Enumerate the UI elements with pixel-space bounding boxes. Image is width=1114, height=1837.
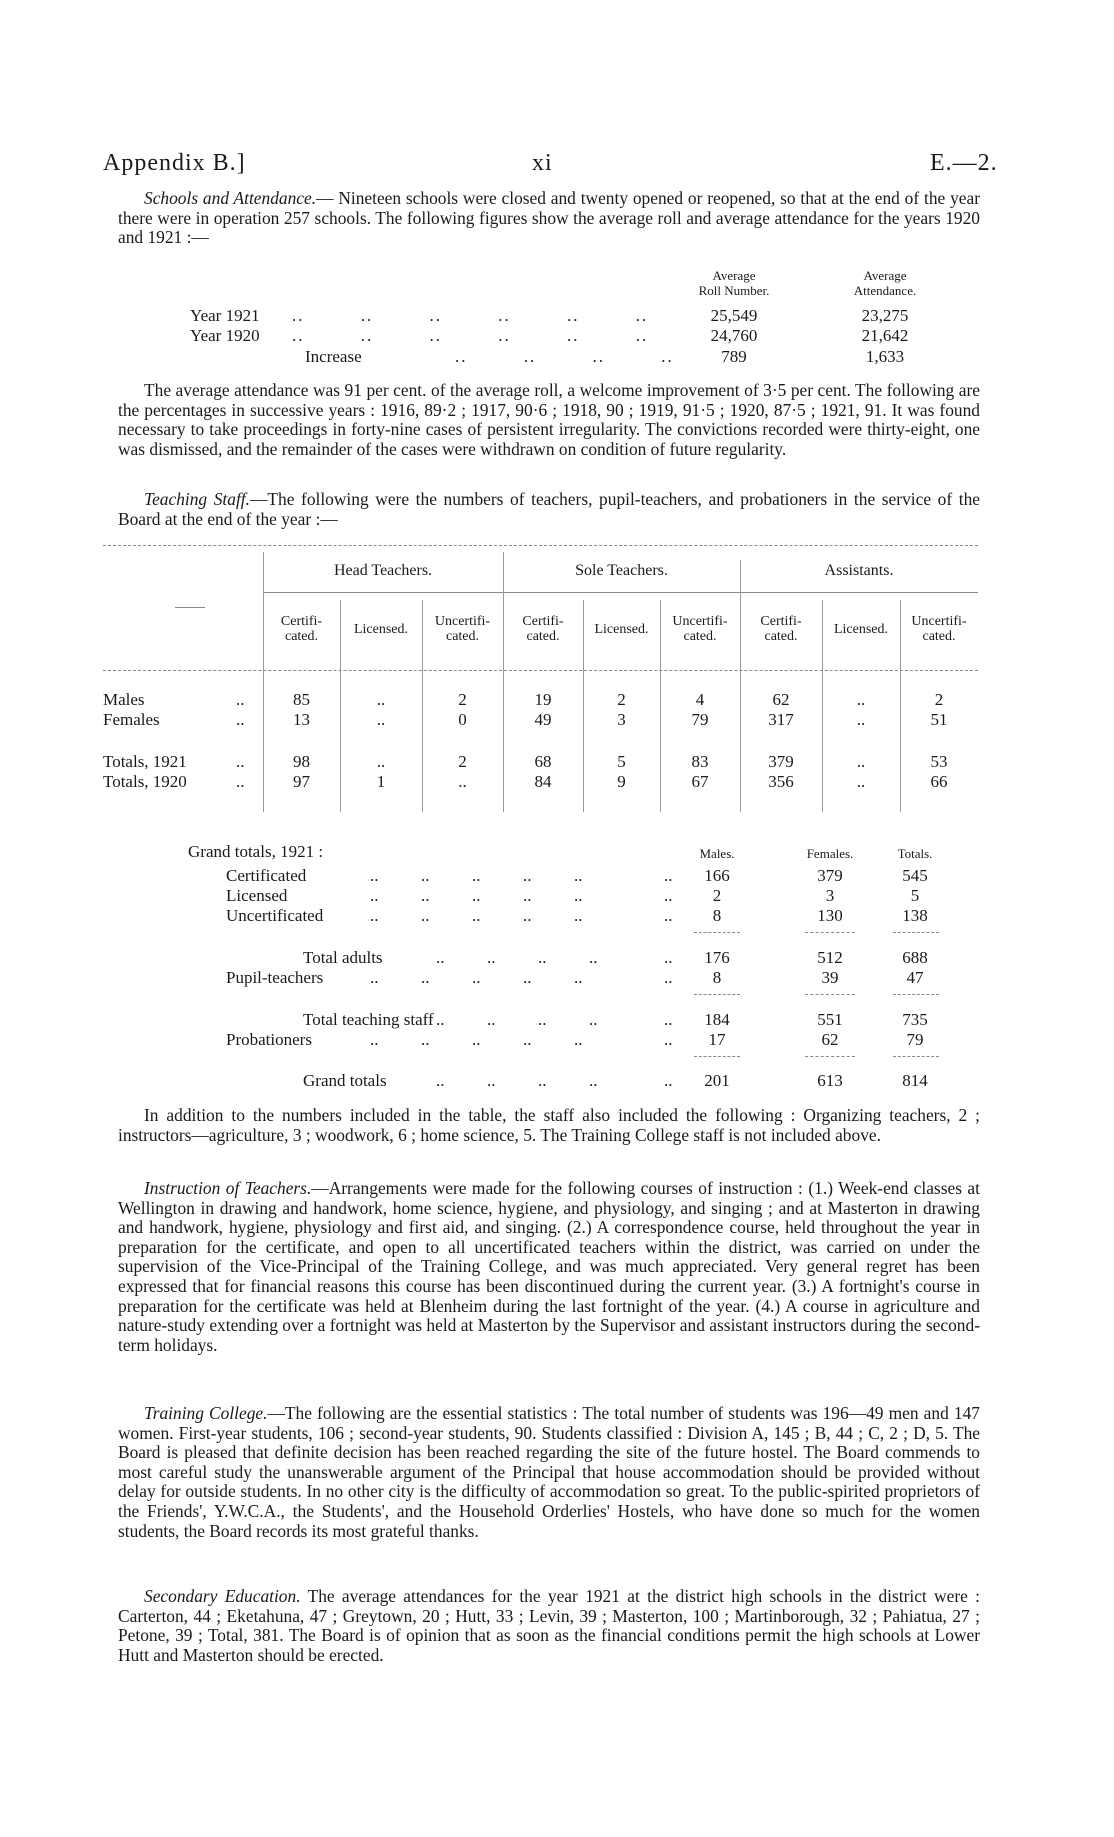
att-row-label: Year 1920 [190, 326, 260, 345]
grand-row-label: Probationers [226, 1030, 312, 1049]
grand-cell-m: 2 [712, 886, 722, 905]
staff-cell: 84 [534, 772, 552, 791]
grand-cell-f: 551 [817, 1010, 843, 1029]
sum-rule [893, 1056, 939, 1057]
subhead-licensed: Licensed. [353, 622, 409, 637]
grand-cell-m: 184 [704, 1010, 730, 1029]
schools-text: Nineteen schools were closed and twenty opened or reopened, so that at the end of the year there were in operation 257 schools. The following figures show the average roll and average attendance for the years 1920 and 1921 :— [118, 188, 980, 248]
subhead-licensed: Licensed. [594, 622, 649, 637]
grand-row-label: Pupil-teachers [226, 968, 324, 987]
staff-cell: 4 [695, 690, 705, 709]
teaching-lead: Teaching Staff. [144, 489, 250, 509]
staff-cell: .. [458, 772, 467, 791]
grand-cell-m: 8 [712, 968, 722, 987]
att-attendance-value: 23,275 [861, 306, 909, 325]
staff-row-label: Totals, 1921 [103, 752, 187, 771]
leader-dots: .. [664, 1071, 673, 1090]
leader-dots: .. [664, 948, 673, 967]
header-bottom-rule [103, 670, 978, 671]
grand-cell-f: 130 [817, 906, 843, 925]
grand-cell-t: 814 [902, 1071, 928, 1090]
instruction-text: —Arrangements were made for the following courses of instruction : (1.) Week-end classes at Wellington in drawing and handwork, home science, hygiene, and physiology, and singing ; and at Masterton in drawing and handwork, hygiene, physiology and first aid, and singing. (2.) A correspondence course, held throughout the year in preparation for the certificate, and open to all uncertificated teachers within the district, was carried on under the supervision of the Vice-Principal of the Training College, and was much appreciated. Very general regret has been expressed that for financial reasons this course has been discontinued during the current year. (3.) A fortnight's course in preparation for the certificate was held at Blenheim during the last fortnight of the year. (4.) A course in agriculture and nature-study extending over a fortnight was held at Masterton by the Supervisor and assistant instructors during the second-term holidays. [118, 1178, 980, 1355]
grand-cell-f: 512 [817, 948, 843, 967]
staff-cell: 9 [617, 772, 626, 791]
table-top-rule [103, 545, 978, 546]
grand-row-label: Total adults [303, 948, 383, 967]
att-attendance-value: 21,642 [861, 326, 909, 345]
leader-dots: .. [664, 886, 673, 905]
staff-cell: 317 [768, 710, 794, 729]
staff-cell: 2 [458, 752, 467, 771]
sum-rule [893, 932, 939, 933]
staff-cell: 49 [534, 710, 552, 729]
sum-rule [805, 1056, 855, 1057]
sum-rule [893, 994, 939, 995]
staff-cell: 85 [293, 690, 310, 709]
leader-dots: .. .. .. .. [455, 347, 674, 366]
staff-cell: 5 [617, 752, 626, 771]
grand-row-label: Certificated [226, 866, 307, 885]
att-roll-value: 25,549 [710, 306, 758, 325]
group-underline [263, 592, 978, 593]
secondary-text: The average attendances for the year 1921 at the district high schools in the district were : Carterton, 44 ; Eketahuna, 47 ; Greytown, 20 ; Hutt, 33 ; Levin, 39 ; Masterton, 100 ; Martinborough, 32 ; Pahiatua, 27 ; Petone, 39 ; Total, 381. The Board is of opinion that as soon as the financial conditions permit the high schools at Lower Hutt and Masterton should be erected. [118, 1586, 980, 1665]
staff-cell: 97 [293, 772, 310, 791]
att-col1-line1: Average [712, 268, 756, 283]
staff-cell: 51 [930, 710, 948, 729]
staff-row-label: Males [103, 690, 145, 709]
staff-cell: .. [856, 690, 866, 709]
grand-cell-m: 8 [712, 906, 722, 925]
staff-cell: 0 [458, 710, 467, 729]
leader-dots: .. .. .. .. .. [370, 866, 583, 885]
leader-dots: .. .. .. .. .. [370, 906, 583, 925]
att-col1-head [684, 268, 784, 298]
staff-cell: .. [376, 690, 386, 709]
group-assistants: Assistants. [824, 562, 894, 579]
staff-cell: 356 [768, 772, 794, 791]
subhead-certificated: Certifi- cated. [760, 614, 802, 644]
staff-cell: 2 [617, 690, 626, 709]
grand-row-label: Licensed [226, 886, 288, 905]
subhead-uncertificated: Uncertifi- cated. [911, 614, 967, 644]
att-col1-line2: Roll Number. [698, 283, 770, 298]
header-left: Appendix B.] [103, 150, 246, 176]
subhead-uncertificated: Uncertifi- cated. [672, 614, 728, 644]
staff-cell: .. [376, 710, 386, 729]
training-lead: Training College. [144, 1403, 268, 1423]
leader-dots: .. .. .. .. .. [370, 968, 583, 987]
att-row-label: Increase [305, 347, 362, 366]
group-head-teachers: Head Teachers. [333, 562, 433, 579]
att-row-label: Year 1921 [190, 306, 260, 325]
grand-row-label: Grand totals [303, 1071, 387, 1090]
staff-cell: .. [376, 752, 386, 771]
staff-cell: .. [856, 752, 866, 771]
leader-dots: .. [664, 906, 673, 925]
leader-dots: .. .. .. .. [436, 1071, 598, 1090]
att-col2-head [830, 268, 940, 298]
staff-cell: .. [856, 772, 866, 791]
leader-dots: .. [664, 968, 673, 987]
leader-dots: .. .. .. .. [436, 1010, 598, 1029]
staff-cell: 62 [772, 690, 790, 709]
subhead-licensed: Licensed. [833, 622, 889, 637]
sum-rule [805, 932, 855, 933]
grand-cell-t: 47 [906, 968, 924, 987]
leader-dots: .. [236, 710, 245, 729]
staff-cell: 53 [930, 752, 948, 771]
grand-cell-t: 735 [902, 1010, 928, 1029]
group-sole-teachers: Sole Teachers. [575, 562, 668, 579]
att-attendance-value: 1,633 [865, 347, 905, 366]
leader-dots: .. [664, 1030, 673, 1049]
addition-text: In addition to the numbers included in the table, the staff also included the following : Organizing teachers, 2 ; instructors—agriculture, 3 ; woodwork, 6 ; home science, 5. The Training College staff is not included above. [118, 1105, 980, 1145]
att-roll-value: 789 [721, 347, 747, 366]
leader-dots: .. .. .. .. .. [370, 1030, 583, 1049]
sum-rule [805, 994, 855, 995]
secondary-lead: Secondary Education. [144, 1586, 301, 1606]
staff-cell: .. [856, 710, 866, 729]
grand-cell-f: 62 [821, 1030, 839, 1049]
grand-head-females: Females. [806, 846, 854, 861]
grand-cell-m: 176 [704, 948, 730, 967]
grand-cell-m: 17 [708, 1030, 726, 1049]
staff-cell: 67 [691, 772, 709, 791]
staff-cell: 19 [534, 690, 552, 709]
staff-row-label: Totals, 1920 [103, 772, 187, 791]
grand-row-label: Total teaching staff [303, 1010, 434, 1029]
grand-cell-t: 545 [902, 866, 928, 885]
schools-paragraph: Schools and Attendance.— Nineteen schools were closed and twenty opened or reopened, so that at the end of the year there were in operation 257 schools. The following figures show the average roll and average attendance for the years 1920 and 1921 :— [118, 188, 980, 248]
leader-dots: .. [236, 772, 245, 791]
staff-cell: 13 [293, 710, 310, 729]
schools-lead: Schools and Attendance. [144, 188, 317, 208]
grand-cell-m: 166 [704, 866, 730, 885]
instruction-paragraph [118, 1179, 980, 1355]
header-page-number: xi [532, 150, 553, 176]
staff-cell: 66 [930, 772, 948, 791]
instruction-lead: Instruction of Teachers. [144, 1178, 312, 1198]
staff-cell: 83 [691, 752, 709, 771]
staff-cell: 3 [617, 710, 626, 729]
att-roll-value: 24,760 [710, 326, 758, 345]
grand-cell-t: 79 [906, 1030, 924, 1049]
grand-totals-title: Grand totals, 1921 : [188, 842, 324, 861]
training-paragraph [118, 1404, 980, 1541]
subhead-certificated: Certifi- cated. [522, 614, 564, 644]
attendance-text: The average attendance was 91 per cent. of the average roll, a welcome improvement of 3·5 per cent. The following are the percentages in successive years : 1916, 89·2 ; 1917, 90·6 ; 1918, 90 ; 1919, 91·5 ; 1920, 87·5 ; 1921, 91. It was found necessary to take proceedings in forty-nine cases of persistent irregularity. The convictions recorded were thirty-eight, one was dismissed, and the remainder of the cases were withdrawn on condition of future regularity. [118, 380, 980, 459]
grand-cell-f: 379 [817, 866, 843, 885]
header-right: E.—2. [930, 150, 998, 176]
staff-cell: 68 [534, 752, 552, 771]
sum-rule [694, 932, 740, 933]
grand-cell-t: 5 [910, 886, 920, 905]
training-text: —The following are the essential statistics : The total number of students was 196—49 men and 147 women. First-year students, 106 ; second-year students, 90. Students classified : Division A, 145 ; B, 44 ; C, 2 ; D, 5. The Board is pleased that definite decision has been reached regarding the site of the future hostel. The Board commends to most careful study the unanswerable argument of the Principal that house accommodation should be provided without delay for outside students. In no other city is the difficulty of accommodation so great. To the public-spirited proprietors of the Friends', Y.W.C.A., the Students', and the Household Orderlies' Hostels, who have done so much for the women students, the Board records its most grateful thanks. [118, 1403, 980, 1541]
grand-cell-m: 201 [704, 1071, 730, 1090]
subhead-certificated: Certifi- cated. [280, 614, 323, 644]
leader-dots: .. .. .. .. .. .. [292, 326, 649, 345]
sum-rule [694, 1056, 740, 1057]
teaching-paragraph [118, 490, 980, 529]
attendance-paragraph [118, 381, 980, 459]
grand-head-males: Males. [699, 846, 735, 861]
att-col2-line1: Average [863, 268, 907, 283]
addition-paragraph [118, 1106, 980, 1145]
leader-dots: .. [664, 866, 673, 885]
staff-cell: 379 [768, 752, 794, 771]
leader-dots: .. .. .. .. .. .. [292, 306, 649, 325]
teaching-text: —The following were the numbers of teachers, pupil-teachers, and probationers in the service of the Board at the end of the year :— [118, 489, 980, 529]
att-col2-line2: Attendance. [853, 283, 917, 298]
staff-cell: 1 [376, 772, 386, 791]
grand-cell-t: 688 [902, 948, 928, 967]
grand-row-label: Uncertificated [226, 906, 324, 925]
staff-row-label: Females [103, 710, 160, 729]
staff-cell: 2 [934, 690, 944, 709]
staff-cell: 2 [458, 690, 467, 709]
stub-dash [175, 607, 205, 608]
leader-dots: .. .. .. .. .. [370, 886, 583, 905]
staff-cell: 98 [293, 752, 310, 771]
leader-dots: .. [236, 752, 245, 771]
leader-dots: .. .. .. .. [436, 948, 598, 967]
grand-head-totals: Totals. [897, 846, 933, 861]
secondary-paragraph [118, 1587, 980, 1665]
grand-cell-f: 613 [817, 1071, 843, 1090]
staff-cell: 79 [691, 710, 709, 729]
leader-dots: .. [236, 690, 245, 709]
subhead-uncertificated: Uncertifi- cated. [434, 614, 491, 644]
grand-cell-t: 138 [902, 906, 928, 925]
grand-cell-f: 3 [825, 886, 835, 905]
leader-dots: .. [664, 1010, 673, 1029]
sum-rule [694, 994, 740, 995]
grand-cell-f: 39 [821, 968, 839, 987]
